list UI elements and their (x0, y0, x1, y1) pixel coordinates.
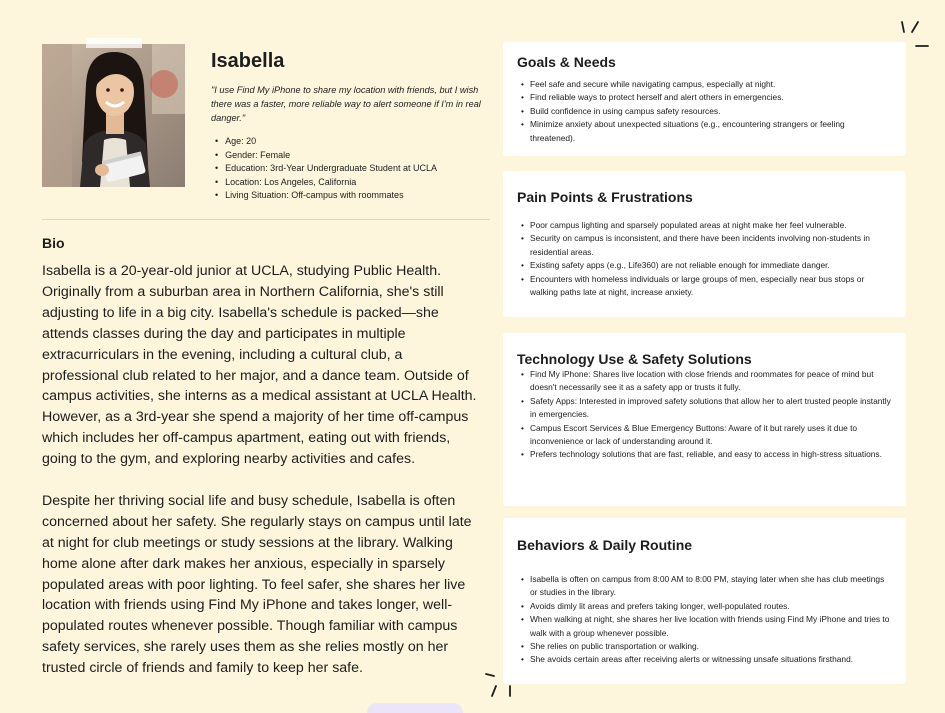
card-title: Technology Use & Safety Solutions (517, 351, 752, 367)
list-item: • Minimize anxiety about unexpected situations (e.g., encountering strangers or feeling threatened). (517, 118, 892, 145)
list-item: • Encounters with homeless individuals or large groups of men, especially near bus stops or walking paths late at night, increase anxiety. (517, 273, 892, 300)
list-item: • Safety Apps: Interested in improved safety solutions that allow her to alert trusted people instantly in emergencies. (517, 395, 892, 422)
persona-name: Isabella (211, 50, 285, 72)
persona-facts (211, 135, 481, 203)
fact-gender: • Gender: Female (211, 149, 481, 163)
list-item: • Poor campus lighting and sparsely populated areas at night make her feel vulnerable. (517, 219, 892, 232)
photo-tape (86, 38, 142, 48)
fact-location: • Location: Los Angeles, California (211, 176, 481, 190)
persona-photo-illustration (42, 44, 185, 187)
fact-age: • Age: 20 (211, 135, 481, 149)
bio-paragraph: Despite her thriving social life and busy schedule, Isabella is often concerned about her safety. She regularly stays on campus until late at night for club meetings or study sessions at the library. Walking home alone after dark makes her anxious, especially in sparsely populated areas with poor lighting. To feel safer, she shares her live location with friends using Find My iPhone and takes longer, well-populated routes whenever possible. Though familiar with campus safety services, she rarely uses them as she relies mostly on her trusted circle of friends and family to keep her safe. (42, 492, 472, 677)
persona-photo (42, 44, 185, 187)
list-item: • Build confidence in using campus safety resources. (517, 105, 892, 118)
list-item: • Find My iPhone: Shares live location with close friends and roommates for peace of mind but doesn't necessarily see it as a safety app or trusts it fully. (517, 368, 892, 395)
pain-points-card (503, 171, 906, 317)
bio-text (42, 261, 482, 679)
list-item: • Find reliable ways to protect herself and alert others in emergencies. (517, 91, 892, 104)
section-divider (42, 219, 490, 220)
fact-living-situation: • Living Situation: Off-campus with roommates (211, 189, 481, 203)
list-item: • Existing safety apps (e.g., Life360) are not reliable enough for immediate danger. (517, 259, 892, 272)
goals-needs-card (503, 42, 906, 156)
sparkle-doodle-icon (482, 668, 518, 702)
persona-profile (211, 50, 481, 203)
bio-paragraph: Isabella is a 20-year-old junior at UCLA, studying Public Health. Originally from a suburban area in Northern California, she's still adjusting to life in a big city. Isabella's schedule is packed—she attends classes during the day and participates in multiple extracurriculars in the evening, including a cultural club, a professional club related to her major, and a dance team. Outside of campus activities, she interns as a medical assistant at UCLA Health. However, as a 3rd-year she spend a majority of her time off-campus which includes her off-campus apartment, eating out with friends, going to the gym, and exploring nearby activities and cafes. (42, 263, 477, 468)
list-item: • She relies on public transportation or walking. (517, 640, 892, 653)
list-item: • Feel safe and secure while navigating campus, especially at night. (517, 78, 892, 91)
bio-heading: Bio (42, 235, 65, 251)
list-item: • She avoids certain areas after receiving alerts or witnessing unsafe situations firsthand. (517, 653, 892, 666)
list-item: • Avoids dimly lit areas and prefers taking longer, well-populated routes. (517, 600, 892, 613)
behaviors-routine-card (503, 518, 906, 684)
list-item: • When walking at night, she shares her live location with friends using Find My iPhone and tries to walk with a group whenever possible. (517, 613, 892, 640)
card-title: Behaviors & Daily Routine (517, 537, 693, 553)
bottom-handle (367, 703, 463, 713)
card-title: Goals & Needs (517, 54, 616, 70)
fact-education: • Education: 3rd-Year Undergraduate Student at UCLA (211, 162, 481, 176)
list-item: • Isabella is often on campus from 8:00 AM to 8:00 PM, staying later when she has club meetings or studies in the library. (517, 573, 892, 600)
technology-use-card (503, 333, 906, 506)
sparkle-doodle-icon (896, 18, 936, 52)
list-item: • Security on campus is inconsistent, and there have been incidents involving non-students in residential areas. (517, 232, 892, 259)
list-item: • Prefers technology solutions that are fast, reliable, and easy to access in high-stress situations. (517, 448, 892, 461)
persona-quote: "I use Find My iPhone to share my location with friends, but I wish there was a faster, more reliable way to alert someone if I'm in real danger." (211, 85, 481, 123)
card-list (517, 368, 892, 462)
card-list (517, 219, 892, 299)
card-list (517, 78, 892, 145)
card-list (517, 573, 892, 667)
card-title: Pain Points & Frustrations (517, 189, 693, 205)
list-item: • Campus Escort Services & Blue Emergency Buttons: Aware of it but rarely uses it due to inconvenience or lack of understanding around it. (517, 422, 892, 449)
